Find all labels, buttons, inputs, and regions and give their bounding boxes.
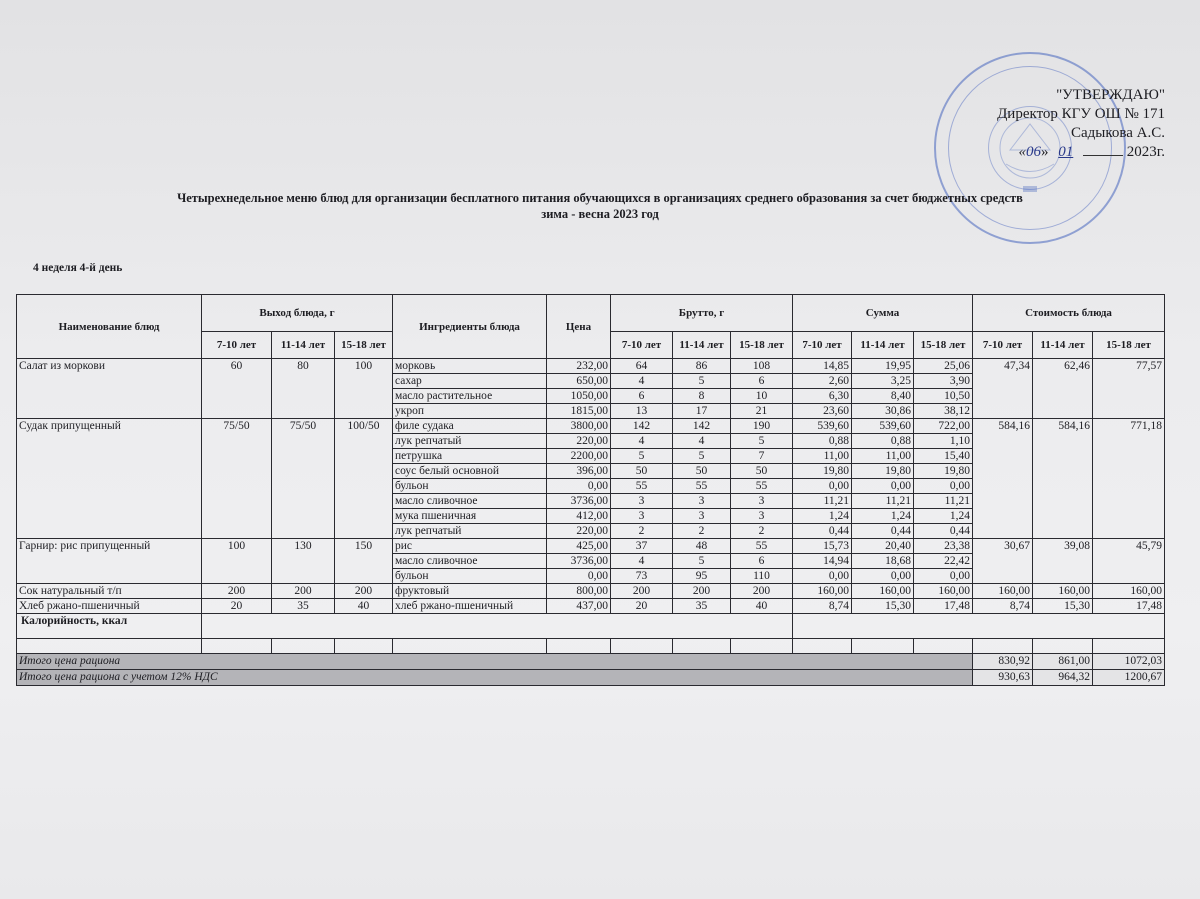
ingredient-name: масло сливочное xyxy=(393,494,547,509)
ingredient-sum: 11,21 xyxy=(793,494,852,509)
header-age: 15-18 лет xyxy=(731,332,793,359)
ingredient-price: 0,00 xyxy=(547,569,611,584)
ingredient-sum: 20,40 xyxy=(852,539,914,554)
ingredient-gross: 2 xyxy=(611,524,673,539)
document-title xyxy=(0,190,1200,222)
ingredient-sum: 11,00 xyxy=(852,449,914,464)
ingredient-gross: 6 xyxy=(731,554,793,569)
ingredient-sum: 722,00 xyxy=(914,419,973,434)
blank-row xyxy=(17,639,1165,654)
ingredient-gross: 2 xyxy=(731,524,793,539)
total-value: 830,92 xyxy=(973,654,1033,670)
approval-position: Директор КГУ ОШ № 171 xyxy=(997,106,1165,122)
ingredient-name: бульон xyxy=(393,569,547,584)
header-age: 15-18 лет xyxy=(1093,332,1165,359)
total-value: 1072,03 xyxy=(1093,654,1165,670)
ingredient-price: 0,00 xyxy=(547,479,611,494)
ingredient-sum: 19,80 xyxy=(914,464,973,479)
dish-cost: 8,74 xyxy=(973,599,1033,614)
ingredient-price: 412,00 xyxy=(547,509,611,524)
ingredient-sum: 1,24 xyxy=(852,509,914,524)
dish-cost: 584,16 xyxy=(973,419,1033,539)
ingredient-sum: 18,68 xyxy=(852,554,914,569)
table-row xyxy=(17,539,1165,554)
dish-name: Салат из моркови xyxy=(17,359,202,419)
dish-output: 200 xyxy=(202,584,272,599)
dish-name: Хлеб ржано-пшеничный xyxy=(17,599,202,614)
dish-cost: 584,16 xyxy=(1033,419,1093,539)
ingredient-sum: 3,25 xyxy=(852,374,914,389)
ingredient-gross: 5 xyxy=(611,449,673,464)
ingredient-price: 232,00 xyxy=(547,359,611,374)
header-sum: Сумма xyxy=(793,295,973,332)
dish-cost: 17,48 xyxy=(1093,599,1165,614)
ingredient-gross: 95 xyxy=(673,569,731,584)
dish-output: 75/50 xyxy=(202,419,272,539)
ingredient-gross: 35 xyxy=(673,599,731,614)
header-age: 11-14 лет xyxy=(852,332,914,359)
ingredient-gross: 3 xyxy=(611,494,673,509)
ingredient-sum: 11,21 xyxy=(852,494,914,509)
ingredient-sum: 6,30 xyxy=(793,389,852,404)
ingredient-price: 650,00 xyxy=(547,374,611,389)
ingredient-gross: 142 xyxy=(611,419,673,434)
ingredient-gross: 200 xyxy=(731,584,793,599)
ingredient-gross: 13 xyxy=(611,404,673,419)
dish-output: 200 xyxy=(272,584,335,599)
ingredient-sum: 0,00 xyxy=(914,479,973,494)
dish-output: 100 xyxy=(202,539,272,584)
ingredient-gross: 55 xyxy=(731,539,793,554)
menu-body xyxy=(17,359,1165,686)
title-line-2: зима - весна 2023 год xyxy=(541,207,659,221)
header-age: 7-10 лет xyxy=(793,332,852,359)
ingredient-name: масло растительное xyxy=(393,389,547,404)
header-age: 11-14 лет xyxy=(1033,332,1093,359)
ingredient-sum: 0,44 xyxy=(852,524,914,539)
dish-cost: 15,30 xyxy=(1033,599,1093,614)
ingredient-gross: 7 xyxy=(731,449,793,464)
ingredient-sum: 0,00 xyxy=(793,479,852,494)
dish-output: 200 xyxy=(335,584,393,599)
dish-output: 150 xyxy=(335,539,393,584)
ingredient-gross: 64 xyxy=(611,359,673,374)
menu-table xyxy=(16,294,1165,686)
ingredient-name: фруктовый xyxy=(393,584,547,599)
ingredient-sum: 539,60 xyxy=(793,419,852,434)
dish-name: Сок натуральный т/п xyxy=(17,584,202,599)
header-age: 15-18 лет xyxy=(914,332,973,359)
ingredient-gross: 142 xyxy=(673,419,731,434)
ingredient-gross: 5 xyxy=(673,449,731,464)
ingredient-sum: 0,88 xyxy=(793,434,852,449)
ingredient-name: лук репчатый xyxy=(393,434,547,449)
ingredient-sum: 15,40 xyxy=(914,449,973,464)
ingredient-price: 800,00 xyxy=(547,584,611,599)
ingredient-sum: 23,60 xyxy=(793,404,852,419)
ingredient-name: морковь xyxy=(393,359,547,374)
calories-cell xyxy=(202,614,793,639)
ingredient-price: 396,00 xyxy=(547,464,611,479)
dish-output: 60 xyxy=(202,359,272,419)
ingredient-name: хлеб ржано-пшеничный xyxy=(393,599,547,614)
approval-date-month: 01 xyxy=(1058,144,1074,160)
ingredient-sum: 15,73 xyxy=(793,539,852,554)
ingredient-gross: 50 xyxy=(731,464,793,479)
ingredient-price: 3736,00 xyxy=(547,494,611,509)
dish-output: 80 xyxy=(272,359,335,419)
ingredient-sum: 0,00 xyxy=(852,569,914,584)
ingredient-sum: 11,00 xyxy=(793,449,852,464)
dish-cost: 771,18 xyxy=(1093,419,1165,539)
dish-cost: 77,57 xyxy=(1093,359,1165,419)
ingredient-sum: 17,48 xyxy=(914,599,973,614)
header-age: 15-18 лет xyxy=(335,332,393,359)
ingredient-gross: 3 xyxy=(731,494,793,509)
ingredient-gross: 108 xyxy=(731,359,793,374)
dish-cost: 39,08 xyxy=(1033,539,1093,584)
ingredient-gross: 86 xyxy=(673,359,731,374)
ingredient-sum: 15,30 xyxy=(852,599,914,614)
total-vat-row xyxy=(17,670,1165,686)
ingredient-gross: 10 xyxy=(731,389,793,404)
dish-cost: 160,00 xyxy=(1033,584,1093,599)
ingredient-gross: 50 xyxy=(611,464,673,479)
ingredient-gross: 17 xyxy=(673,404,731,419)
ingredient-sum: 10,50 xyxy=(914,389,973,404)
ingredient-gross: 4 xyxy=(673,434,731,449)
ingredient-price: 3736,00 xyxy=(547,554,611,569)
ingredient-price: 220,00 xyxy=(547,524,611,539)
header-price: Цена xyxy=(547,295,611,359)
ingredient-gross: 200 xyxy=(611,584,673,599)
ingredient-gross: 55 xyxy=(731,479,793,494)
ingredient-gross: 110 xyxy=(731,569,793,584)
ingredient-gross: 55 xyxy=(673,479,731,494)
ingredient-sum: 19,80 xyxy=(793,464,852,479)
ingredient-gross: 4 xyxy=(611,554,673,569)
ingredient-sum: 11,21 xyxy=(914,494,973,509)
header-ingredients: Ингредиенты блюда xyxy=(393,295,547,359)
header-age: 11-14 лет xyxy=(272,332,335,359)
total-vat-value: 1200,67 xyxy=(1093,670,1165,686)
total-row xyxy=(17,654,1165,670)
calories-row xyxy=(17,614,1165,639)
ingredient-sum: 0,44 xyxy=(914,524,973,539)
ingredient-sum: 1,24 xyxy=(914,509,973,524)
ingredient-gross: 5 xyxy=(673,374,731,389)
approval-word: "УТВЕРЖДАЮ" xyxy=(1056,87,1165,103)
dish-output: 35 xyxy=(272,599,335,614)
total-label: Итого цена рациона xyxy=(17,654,973,670)
ingredient-sum: 0,00 xyxy=(852,479,914,494)
ingredient-gross: 2 xyxy=(673,524,731,539)
approval-date-year: 2023г. xyxy=(1126,144,1165,160)
table-row xyxy=(17,584,1165,599)
table-row xyxy=(17,359,1165,374)
ingredient-sum: 3,90 xyxy=(914,374,973,389)
total-vat-value: 930,63 xyxy=(973,670,1033,686)
header-age: 11-14 лет xyxy=(673,332,731,359)
week-day-label: 4 неделя 4-й день xyxy=(33,262,123,274)
dish-name: Гарнир: рис припущенный xyxy=(17,539,202,584)
ingredient-gross: 40 xyxy=(731,599,793,614)
ingredient-sum: 0,00 xyxy=(914,569,973,584)
dish-cost: 47,34 xyxy=(973,359,1033,419)
ingredient-gross: 20 xyxy=(611,599,673,614)
ingredient-sum: 22,42 xyxy=(914,554,973,569)
header-output: Выход блюда, г xyxy=(202,295,393,332)
ingredient-gross: 5 xyxy=(673,554,731,569)
ingredient-name: рис xyxy=(393,539,547,554)
ingredient-sum: 0,44 xyxy=(793,524,852,539)
ingredient-gross: 4 xyxy=(611,434,673,449)
ingredient-price: 1815,00 xyxy=(547,404,611,419)
ingredient-gross: 55 xyxy=(611,479,673,494)
ingredient-price: 425,00 xyxy=(547,539,611,554)
ingredient-price: 3800,00 xyxy=(547,419,611,434)
ingredient-gross: 37 xyxy=(611,539,673,554)
ingredient-gross: 73 xyxy=(611,569,673,584)
ingredient-gross: 3 xyxy=(611,509,673,524)
header-dish: Наименование блюд xyxy=(17,295,202,359)
header-cost: Стоимость блюда xyxy=(973,295,1165,332)
ingredient-name: лук репчатый xyxy=(393,524,547,539)
header-gross: Брутто, г xyxy=(611,295,793,332)
ingredient-sum: 1,24 xyxy=(793,509,852,524)
total-vat-value: 964,32 xyxy=(1033,670,1093,686)
ingredient-gross: 3 xyxy=(673,494,731,509)
dish-output: 130 xyxy=(272,539,335,584)
approval-name: Садыкова А.С. xyxy=(1070,125,1165,141)
ingredient-name: бульон xyxy=(393,479,547,494)
ingredient-sum: 1,10 xyxy=(914,434,973,449)
ingredient-gross: 8 xyxy=(673,389,731,404)
approval-date: «06» 01 2023г. xyxy=(1018,144,1165,160)
ingredient-sum: 30,86 xyxy=(852,404,914,419)
ingredient-name: соус белый основной xyxy=(393,464,547,479)
title-line-1: Четырехнедельное меню блюд для организации бесплатного питания обучающихся в организациях среднего образования за счет бюджетных средств xyxy=(177,191,1023,205)
ingredient-sum: 160,00 xyxy=(793,584,852,599)
dish-output: 100/50 xyxy=(335,419,393,539)
ingredient-gross: 3 xyxy=(673,509,731,524)
dish-cost: 160,00 xyxy=(973,584,1033,599)
ingredient-gross: 200 xyxy=(673,584,731,599)
ingredient-gross: 3 xyxy=(731,509,793,524)
dish-cost: 160,00 xyxy=(1093,584,1165,599)
ingredient-name: укроп xyxy=(393,404,547,419)
header-age: 7-10 лет xyxy=(202,332,272,359)
header-age: 7-10 лет xyxy=(973,332,1033,359)
ingredient-price: 1050,00 xyxy=(547,389,611,404)
dish-output: 20 xyxy=(202,599,272,614)
dish-output: 75/50 xyxy=(272,419,335,539)
ingredient-gross: 5 xyxy=(731,434,793,449)
ingredient-sum: 19,80 xyxy=(852,464,914,479)
calories-cell xyxy=(793,614,1165,639)
dish-output: 40 xyxy=(335,599,393,614)
ingredient-name: масло сливочное xyxy=(393,554,547,569)
ingredient-gross: 21 xyxy=(731,404,793,419)
approval-block xyxy=(960,86,1165,162)
ingredient-gross: 190 xyxy=(731,419,793,434)
ingredient-name: мука пшеничная xyxy=(393,509,547,524)
ingredient-sum: 8,74 xyxy=(793,599,852,614)
ingredient-name: петрушка xyxy=(393,449,547,464)
ingredient-gross: 6 xyxy=(611,389,673,404)
table-row xyxy=(17,419,1165,434)
ingredient-price: 2200,00 xyxy=(547,449,611,464)
ingredient-sum: 14,85 xyxy=(793,359,852,374)
ingredient-sum: 23,38 xyxy=(914,539,973,554)
ingredient-sum: 0,88 xyxy=(852,434,914,449)
dish-cost: 30,67 xyxy=(973,539,1033,584)
total-vat-label: Итого цена рациона с учетом 12% НДС xyxy=(17,670,973,686)
ingredient-sum: 19,95 xyxy=(852,359,914,374)
ingredient-sum: 14,94 xyxy=(793,554,852,569)
ingredient-sum: 38,12 xyxy=(914,404,973,419)
total-value: 861,00 xyxy=(1033,654,1093,670)
dish-output: 100 xyxy=(335,359,393,419)
ingredient-price: 437,00 xyxy=(547,599,611,614)
ingredient-gross: 6 xyxy=(731,374,793,389)
dish-cost: 45,79 xyxy=(1093,539,1165,584)
ingredient-price: 220,00 xyxy=(547,434,611,449)
ingredient-name: сахар xyxy=(393,374,547,389)
ingredient-sum: 25,06 xyxy=(914,359,973,374)
table-row xyxy=(17,599,1165,614)
ingredient-gross: 48 xyxy=(673,539,731,554)
ingredient-sum: 160,00 xyxy=(914,584,973,599)
ingredient-name: филе судака xyxy=(393,419,547,434)
header-age: 7-10 лет xyxy=(611,332,673,359)
approval-date-day: 06 xyxy=(1026,144,1042,160)
ingredient-sum: 0,00 xyxy=(793,569,852,584)
ingredient-sum: 539,60 xyxy=(852,419,914,434)
ingredient-gross: 4 xyxy=(611,374,673,389)
ingredient-gross: 50 xyxy=(673,464,731,479)
ingredient-sum: 160,00 xyxy=(852,584,914,599)
ingredient-sum: 8,40 xyxy=(852,389,914,404)
dish-name: Судак припущенный xyxy=(17,419,202,539)
ingredient-sum: 2,60 xyxy=(793,374,852,389)
dish-cost: 62,46 xyxy=(1033,359,1093,419)
calories-label: Калорийность, ккал xyxy=(17,614,202,639)
